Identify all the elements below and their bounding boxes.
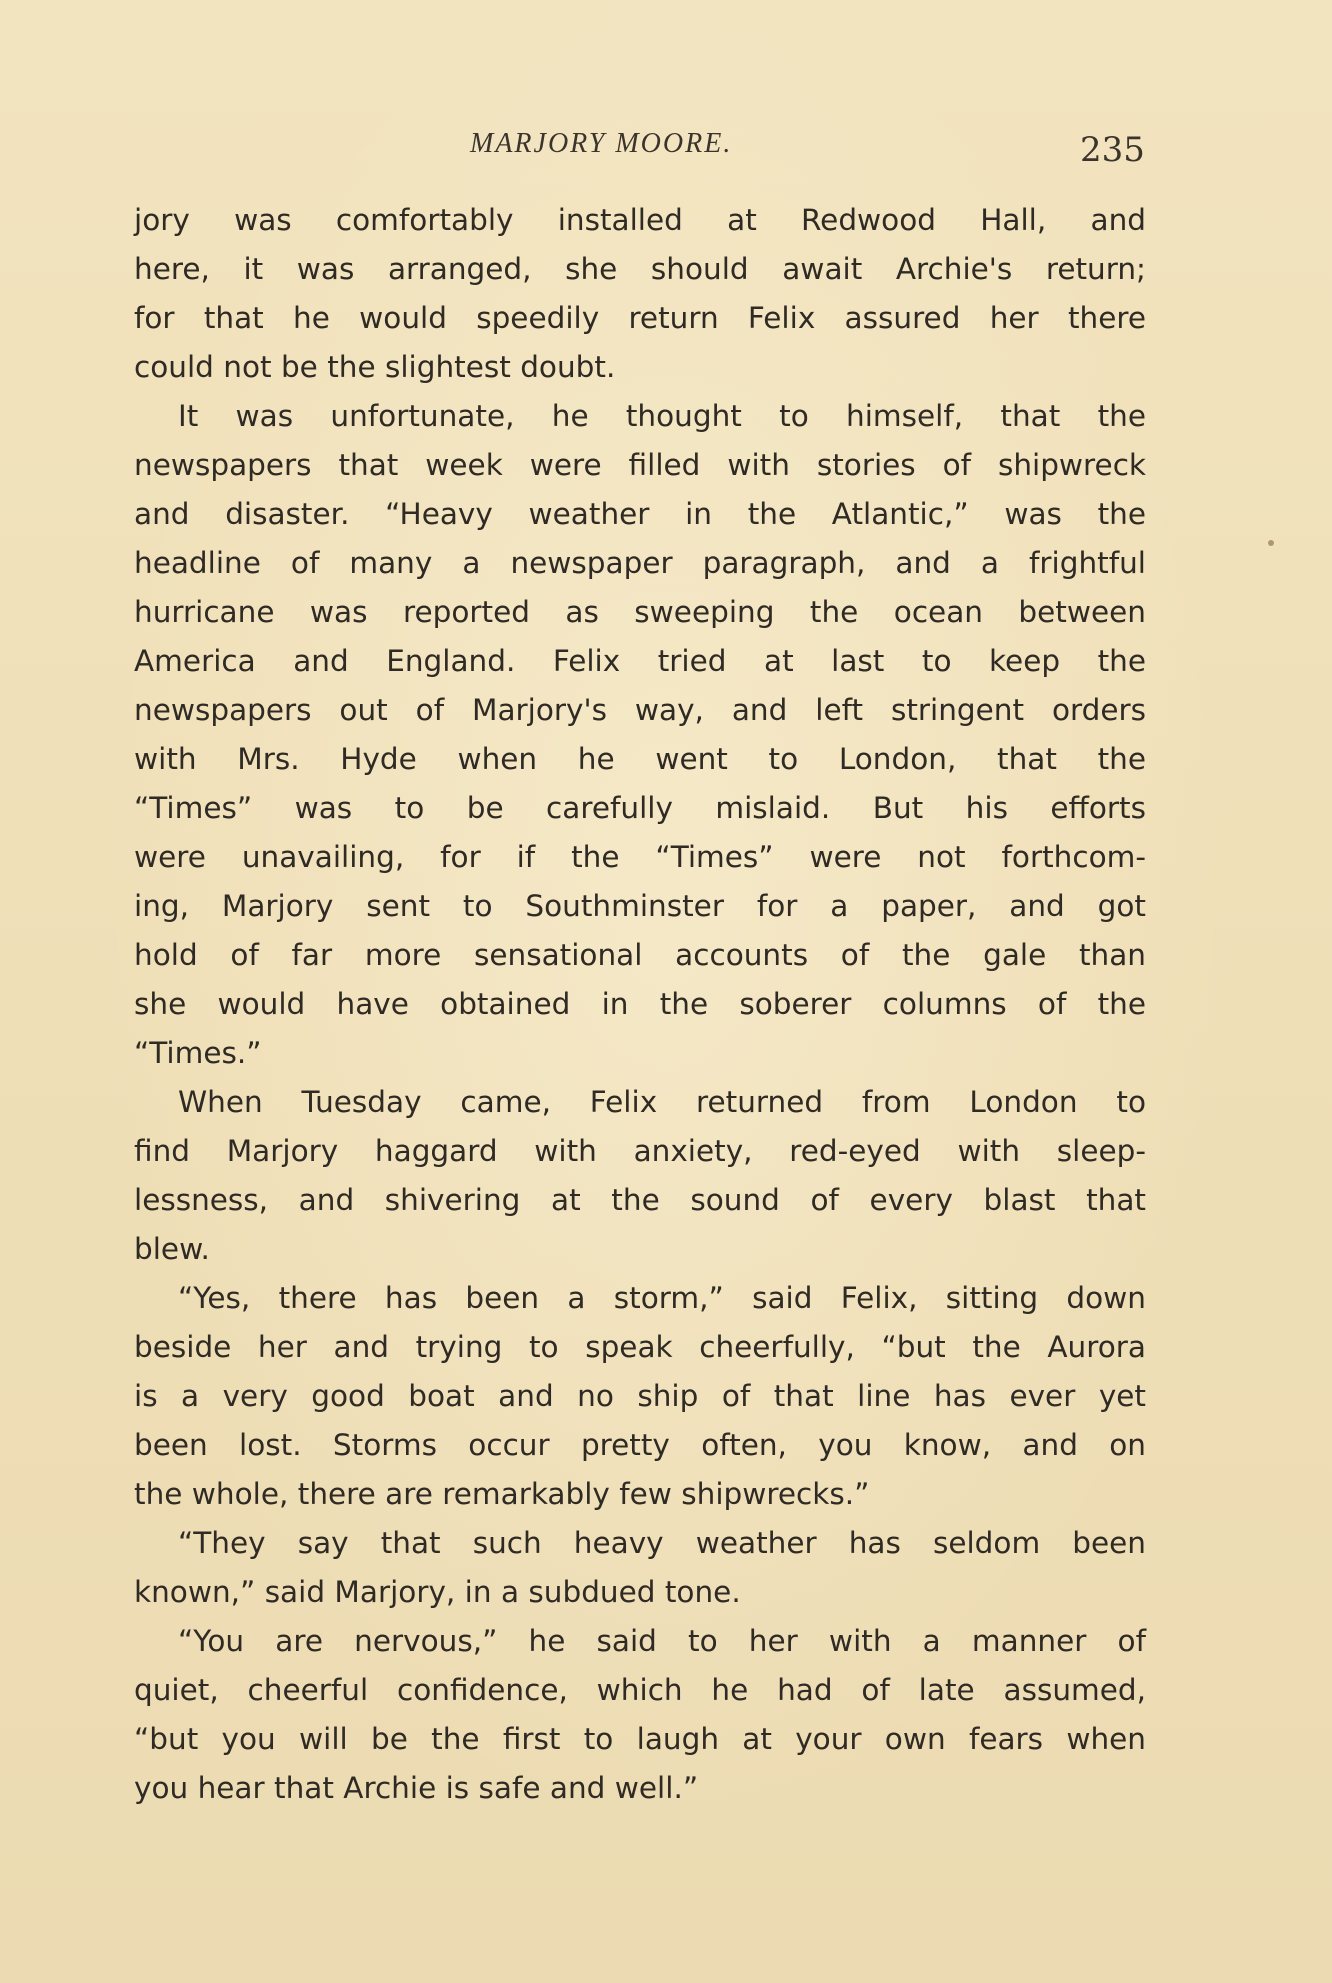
text-line: were unavailing, for if the “Times” were not forthcom- bbox=[134, 840, 1146, 874]
text-line: here, it was arranged, she should await Archie's return; bbox=[134, 252, 1146, 286]
text-line: jory was comfortably installed at Redwood Hall, and bbox=[134, 203, 1146, 237]
text-line: When Tuesday came, Felix returned from London to bbox=[178, 1085, 1146, 1119]
text-line: for that he would speedily return Felix assured her there bbox=[134, 301, 1146, 335]
running-title: MARJORY MOORE. bbox=[470, 128, 733, 159]
text-line: and disaster. “Heavy weather in the Atlantic,” was the bbox=[134, 497, 1146, 531]
text-line: is a very good boat and no ship of that line has ever yet bbox=[134, 1379, 1146, 1413]
text-line: newspapers out of Marjory's way, and left stringent orders bbox=[134, 693, 1146, 727]
text-line: “Yes, there has been a storm,” said Felix, sitting down bbox=[178, 1281, 1146, 1315]
text-line: headline of many a newspaper paragraph, and a frightful bbox=[134, 546, 1146, 580]
text-line: could not be the slightest doubt. bbox=[134, 350, 616, 384]
text-line: with Mrs. Hyde when he went to London, that the bbox=[134, 742, 1146, 776]
text-line: known,” said Marjory, in a subdued tone. bbox=[134, 1575, 741, 1609]
text-line: “You are nervous,” he said to her with a manner of bbox=[178, 1624, 1146, 1658]
text-line: been lost. Storms occur pretty often, you know, and on bbox=[134, 1428, 1146, 1462]
text-line: “but you will be the first to laugh at your own fears when bbox=[134, 1722, 1146, 1756]
text-line: quiet, cheerful confidence, which he had of late assumed, bbox=[134, 1673, 1146, 1707]
text-line: hold of far more sensational accounts of the gale than bbox=[134, 938, 1146, 972]
text-line: find Marjory haggard with anxiety, red-eyed with sleep- bbox=[134, 1134, 1146, 1168]
text-line: America and England. Felix tried at last to keep the bbox=[134, 644, 1146, 678]
text-line: you hear that Archie is safe and well.” bbox=[134, 1771, 699, 1805]
text-line: she would have obtained in the soberer columns of the bbox=[134, 987, 1146, 1021]
text-line: “Times” was to be carefully mislaid. But his efforts bbox=[134, 791, 1146, 825]
text-line: the whole, there are remarkably few shipwrecks.” bbox=[134, 1477, 870, 1511]
text-line: blew. bbox=[134, 1232, 210, 1266]
text-line: beside her and trying to speak cheerfully, “but the Aurora bbox=[134, 1330, 1146, 1364]
text-line: ing, Marjory sent to Southminster for a paper, and got bbox=[134, 889, 1146, 923]
page-number: 235 bbox=[1080, 130, 1145, 170]
text-line: newspapers that week were filled with stories of shipwreck bbox=[134, 448, 1146, 482]
text-line: lessness, and shivering at the sound of every blast that bbox=[134, 1183, 1146, 1217]
body-text bbox=[134, 196, 1146, 1813]
paper-stain bbox=[1268, 540, 1274, 546]
text-line: It was unfortunate, he thought to himself, that the bbox=[178, 399, 1146, 433]
text-line: “Times.” bbox=[134, 1036, 262, 1070]
text-line: “They say that such heavy weather has seldom been bbox=[178, 1526, 1146, 1560]
text-line: hurricane was reported as sweeping the ocean between bbox=[134, 595, 1146, 629]
